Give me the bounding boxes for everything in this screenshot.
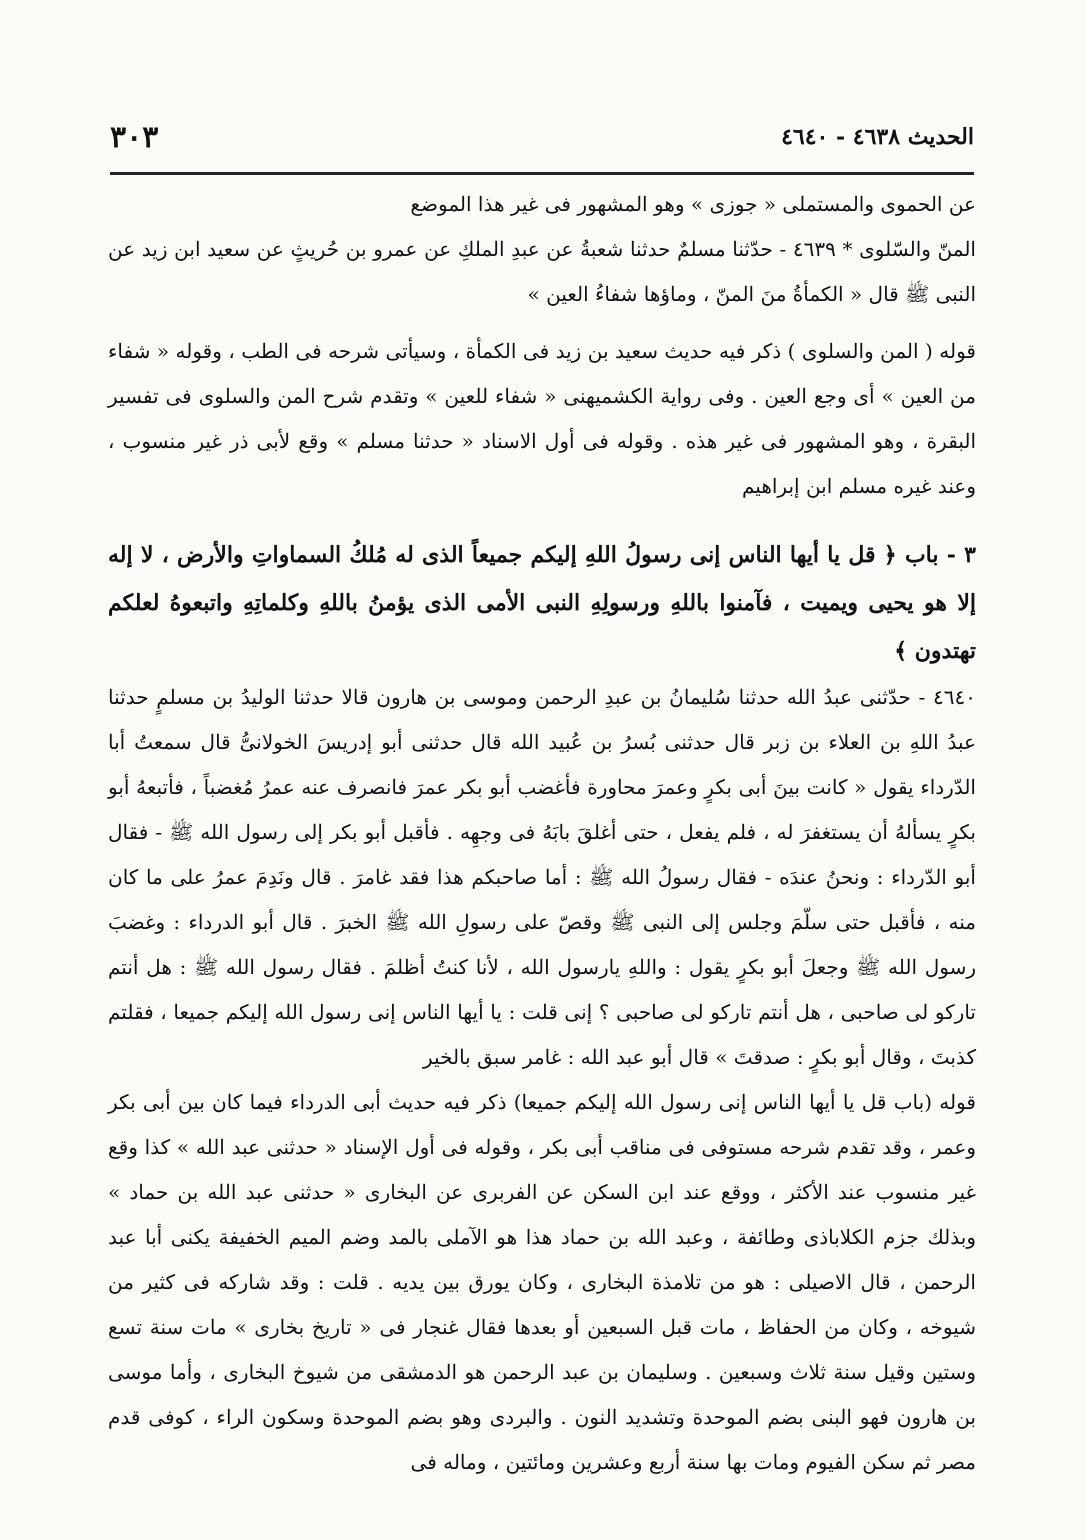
running-title: الحديث ٤٦٣٨ - ٤٦٤٠	[781, 124, 974, 150]
hadith-4640: ٤٦٤٠ - حدّثنى عبدُ الله حدثنا سُليمانُ بن عبدِ الرحمن وموسى بن هارون قالا حدثنا الوليدُ بن مسلمٍ حدثنا عبدُ اللهِ بن العلاء بن زبر قال حدثنى بُسرُ بن عُبيد الله قال حدثنى أبو إدريسَ الخولانىُّ قال سمعتُ أبا الدّرداء يقول « كانت بينَ أبى بكرٍ وعمرَ محاورة فأغضب أبو بكر عمرَ فانصرف عنه عمرُ مُغضباً ، فأتبعهُ أبو بكرٍ يسألهُ أن يستغفرَ له ، فلم يفعل ، حتى أغلقَ بابَهُ فى وجهِه . فأقبل أبو بكر إلى رسول الله ﷺ - فقال أبو الدّرداء : ونحنُ عندَه - فقال رسولُ الله ﷺ : أما صاحبكم هذا فقد غامرَ . قال ونَدِمَ عمرُ على ما كان منه ، فأقبل حتى سلّمَ وجلس إلى النبى ﷺ وقصّ على رسولِ الله ﷺ الخبرَ . قال أبو الدرداء : وغضبَ رسول الله ﷺ وجعلَ أبو بكرٍ يقول : واللهِ يارسول الله ، لأنا كنتُ أظلمَ . فقال رسول الله ﷺ : هل أنتم تاركو لى صاحبى ، هل أنتم تاركو لى صاحبى ؟ إنى قلت : يا أيها الناس إنى رسول الله إليكم جميعا ، فقلتم كذبتَ ، وقال أبو بكرٍ : صدقتَ » قال أبو عبد الله : غامر سبق بالخير	[108, 685, 976, 1069]
commentary-4640: قوله (باب قل يا أيها الناس إنى رسول الله إليكم جميعا) ذكر فيه حديث أبى الدرداء فيما كان بين أبى بكر وعمر ، وقد تقدم شرحه مستوفى فى مناقب أبى بكر ، وقوله فى أول الإسناد « حدثنى عبد الله » كذا وقع غير منسوب عند الأكثر ، ووقع عند ابن السكن عن الفربرى عن البخارى « حدثنى عبد الله بن حماد » وبذلك جزم الكلاباذى وطائفة ، وعبد الله بن حماد هذا هو الآملى بالمد وضم الميم الخفيفة يكنى أبا عبد الرحمن ، قال الاصيلى : هو من تلامذة البخارى ، وكان يورق بين يديه . قلت : وقد شاركه فى كثير من شيوخه ، وكان من الحفاظ ، مات قبل السبعين أو بعدها فقال غنجار فى « تاريخ بخارى » مات سنة تسع وستين وقيل سنة ثلاث وسبعين . وسليمان بن عبد الرحمن هو الدمشقى من شيوخ البخارى ، وأما موسى بن هارون فهو البنى بضم الموحدة وتشديد النون . والبردى وهو بضم الموحدة وسكون الراء ، كوفى قدم مصر ثم سكن الفيوم ومات بها سنة أربع وعشرين ومائتين ، وماله فى	[108, 1090, 977, 1474]
continued-commentary: عن الحموى والمستملى « جوزى » وهو المشهور فى غير هذا الموضع	[410, 192, 976, 216]
commentary-4639: قوله ( المن والسلوى ) ذكر فيه حديث سعيد بن زيد فى الكمأة ، وسيأتى شرحه فى الطب ، وقوله « شفاء من العين » أى وجع العين . وفى رواية الكشميهنى « شفاء للعين » وتقدم شرح المن والسلوى فى تفسير البقرة ، وهو المشهور فى غير هذه . وقوله فى أول الاسناد « حدثنا مسلم » وقع لأبى ذر غير منسوب ، وعند غيره مسلم ابن إبراهيم	[108, 339, 976, 498]
page-body	[108, 182, 976, 1485]
page-number: ٣٠٣	[110, 120, 159, 155]
spacer	[108, 317, 976, 329]
chapter-heading-bab-3: ٣ - باب ﴿ قل يا أيها الناس إنى رسولُ اللهِ إليكم جميعاً الذى له مُلكُ السماواتِ والأرض ، لا إله إلا هو يحيى ويميت ، فآمنوا باللهِ ورسولِهِ النبى الأمى الذى يؤمنُ باللهِ وكلماتِهِ واتبعوهُ لعلكم تهتدون ﴾	[108, 542, 976, 664]
page-header	[110, 118, 974, 175]
spacer	[108, 509, 976, 531]
hadith-4639: المنّ والسّلوى * ٤٦٣٩ - حدّثنا مسلمٌ حدثنا شعبةُ عن عبدِ الملكِ عن عمرو بن حُريثٍ عن سعيد ابن زيد عن النبى ﷺ قال « الكمأةُ منَ المنّ ، وماؤها شفاءُ العين »	[108, 237, 976, 306]
